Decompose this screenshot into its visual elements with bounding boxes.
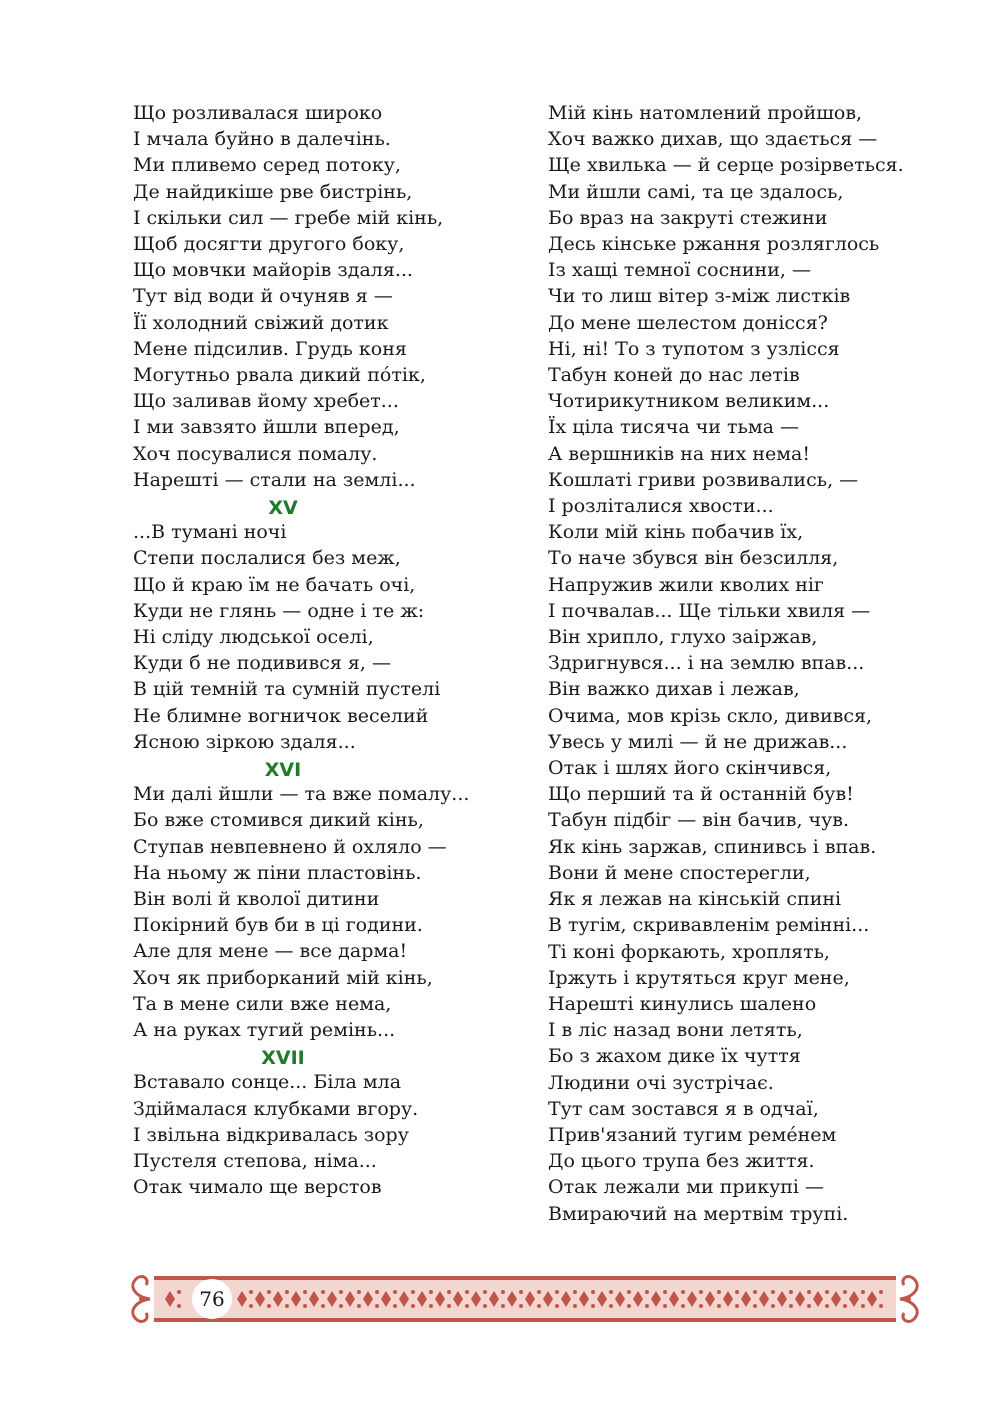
poem-line: Не блимне вогничок веселий (133, 704, 429, 727)
poem-line: Нарешті кинулись шалено (548, 992, 817, 1015)
poem-line: Могутньо рвала дикий по́тік, (133, 364, 426, 387)
poem-line: Хоч посувалися помалу. (133, 442, 378, 465)
poem-line: Як кінь заржав, спинивсь і впав. (548, 835, 877, 858)
section-heading: XVII (261, 1047, 305, 1070)
poem-line: Ми далі йшли — та вже помалу... (133, 783, 470, 806)
poem-line: Бо враз на закруті стежини (548, 206, 828, 229)
poem-line: Увесь у милі — й не дрижав... (548, 730, 848, 753)
poem-line: До цього трупа без життя. (548, 1150, 815, 1173)
poem-line: Бо вже стомився дикий кінь, (133, 809, 424, 832)
poem-line: Покірний був би в ці години. (133, 914, 423, 937)
poem-line: ...В тумані ночі (133, 521, 287, 544)
poem-line: Ще хвилька — й серце розірветься. (548, 154, 904, 177)
poem-line: То наче збувся він безсилля, (548, 547, 839, 570)
poem-line: Ясною зіркою здаля... (133, 730, 356, 753)
poem-line: Тут від води й очуняв я — (133, 285, 393, 308)
poem-line: А на руках тугий ремінь... (133, 1019, 396, 1042)
poem-line: Ми йшли самі, та це здалось, (548, 180, 844, 203)
poem-line: Але для мене — все дарма! (133, 940, 408, 963)
section-heading: XVI (264, 759, 302, 782)
poem-line: Мене підсилив. Грудь коня (133, 337, 407, 360)
poem-line: Що розливалася широко (133, 102, 383, 124)
poem-line: Вставало сонце... Біла мла (133, 1071, 402, 1094)
poem-line: Ми пливемо серед потоку, (133, 154, 401, 177)
poem-line: Він хрипло, глухо заіржав, (548, 626, 818, 649)
poem-line: Отак чимало ще верстов (133, 1176, 382, 1199)
poem-line: Очима, мов крізь скло, дивився, (548, 704, 872, 727)
poem-line: Що заливав йому хребет... (133, 390, 399, 413)
poem-line: І розліталися хвости... (548, 495, 774, 518)
poem-line: Коли мій кінь побачив їх, (548, 521, 804, 544)
poem-line: І ми завзято йшли вперед, (133, 416, 400, 439)
page-number: 76 (192, 1279, 232, 1319)
poem-line: Тут сам зостався я в одчаї, (548, 1097, 819, 1120)
poem-line: Як я лежав на кінській спині (548, 888, 842, 911)
poem-line: Іржуть і крутяться круг мене, (548, 966, 850, 989)
footer-ornament (126, 1270, 924, 1328)
left-column (133, 100, 493, 1200)
poem-line: Табун коней до нас летів (548, 364, 800, 387)
poem-line: Ні, ні! То з тупотом з узлісся (548, 337, 840, 360)
ornament-border (126, 1270, 924, 1328)
poem-line: І почвалав... Ще тільки хвиля — (548, 599, 871, 622)
poem-line: Їх ціла тисяча чи тьма — (548, 416, 799, 439)
poem-line: Прив'язаний тугим реме́нем (548, 1123, 837, 1146)
poem-line: До мене шелестом донісся? (548, 311, 828, 334)
section-heading: XV (268, 497, 298, 520)
poem-line: Пустеля степова, німа... (133, 1150, 377, 1173)
poem-line: Куди не глянь — одне і те ж: (133, 599, 425, 622)
poem-line: Степи послалися без меж, (133, 547, 401, 570)
poem-line: А вершників на них нема! (548, 442, 810, 465)
poem-line: І в ліс назад вони летять, (548, 1019, 803, 1042)
poem-line: Що й краю їм не бачать очі, (133, 573, 416, 596)
poem-line: В цій темній та сумній пустелі (133, 678, 441, 701)
poem-line: Кошлаті гриви розвивались, — (548, 468, 859, 491)
poem-line: Вони й мене спостерегли, (548, 861, 811, 884)
poem-line: Що перший та й останній був! (548, 783, 854, 806)
poem-line: Вмираючий на мертвім трупі. (548, 1202, 849, 1225)
poem-line: Чи то лиш вітер з-між листків (548, 285, 851, 308)
poem-line: Ті коні форкають, хроплять, (548, 940, 830, 963)
poem-line: Та в мене сили вже нема, (133, 992, 392, 1015)
poem-line: Куди б не подивився я, — (133, 652, 391, 675)
poem-line: Її холодний свіжий дотик (133, 311, 389, 334)
poem-line: Здіймалася клубками вгору. (133, 1097, 419, 1120)
poem-line: Отак лежали ми прикупі — (548, 1176, 825, 1199)
poem-line: На ньому ж піни пластовінь. (133, 861, 422, 884)
poem-line: Він волі й кволої дитини (133, 888, 380, 911)
poem-line: Десь кінське ржання розляглось (548, 233, 880, 256)
poem-line: Що мовчки майорів здаля... (133, 259, 413, 282)
poem-line: Людини очі зустрічає. (548, 1071, 774, 1094)
poem-line: Мій кінь натомлений пройшов, (548, 102, 863, 124)
poem-line: Ступав невпевнено й охляло — (133, 835, 447, 858)
poem-line: Де найдикіше рве бистрінь, (133, 180, 413, 203)
poem-line: Щоб досягти другого боку, (133, 233, 405, 256)
poem-line: Бо з жахом дике їх чуття (548, 1045, 801, 1068)
poem-line: Хоч як приборканий мій кінь, (133, 966, 433, 989)
poem-line: Із хащі темної соснини, — (548, 259, 811, 282)
poem-line: Здригнувся... і на землю впав... (548, 652, 865, 675)
poem-line: Табун підбіг — він бачив, чув. (548, 809, 850, 832)
poem-line: Ні сліду людської оселі, (133, 626, 374, 649)
poem-line: В тугім, скривавленім ремінні... (548, 914, 870, 937)
poem-line: Чотирикутником великим... (548, 390, 830, 413)
poem-line: Він важко дихав і лежав, (548, 678, 800, 701)
poem-line: І скільки сил — гребе мій кінь, (133, 206, 444, 229)
right-column (548, 100, 928, 1227)
poem-line: І мчала буйно в далечінь. (133, 128, 391, 151)
poem-line: І звільна відкривалась зору (133, 1123, 409, 1146)
poem-line: Отак і шлях його скінчився, (548, 757, 832, 780)
poem-line: Нарешті — стали на землі... (133, 468, 416, 491)
poem-line: Хоч важко дихав, що здається — (548, 128, 878, 151)
poem-line: Напружив жили кволих ніг (548, 573, 824, 596)
